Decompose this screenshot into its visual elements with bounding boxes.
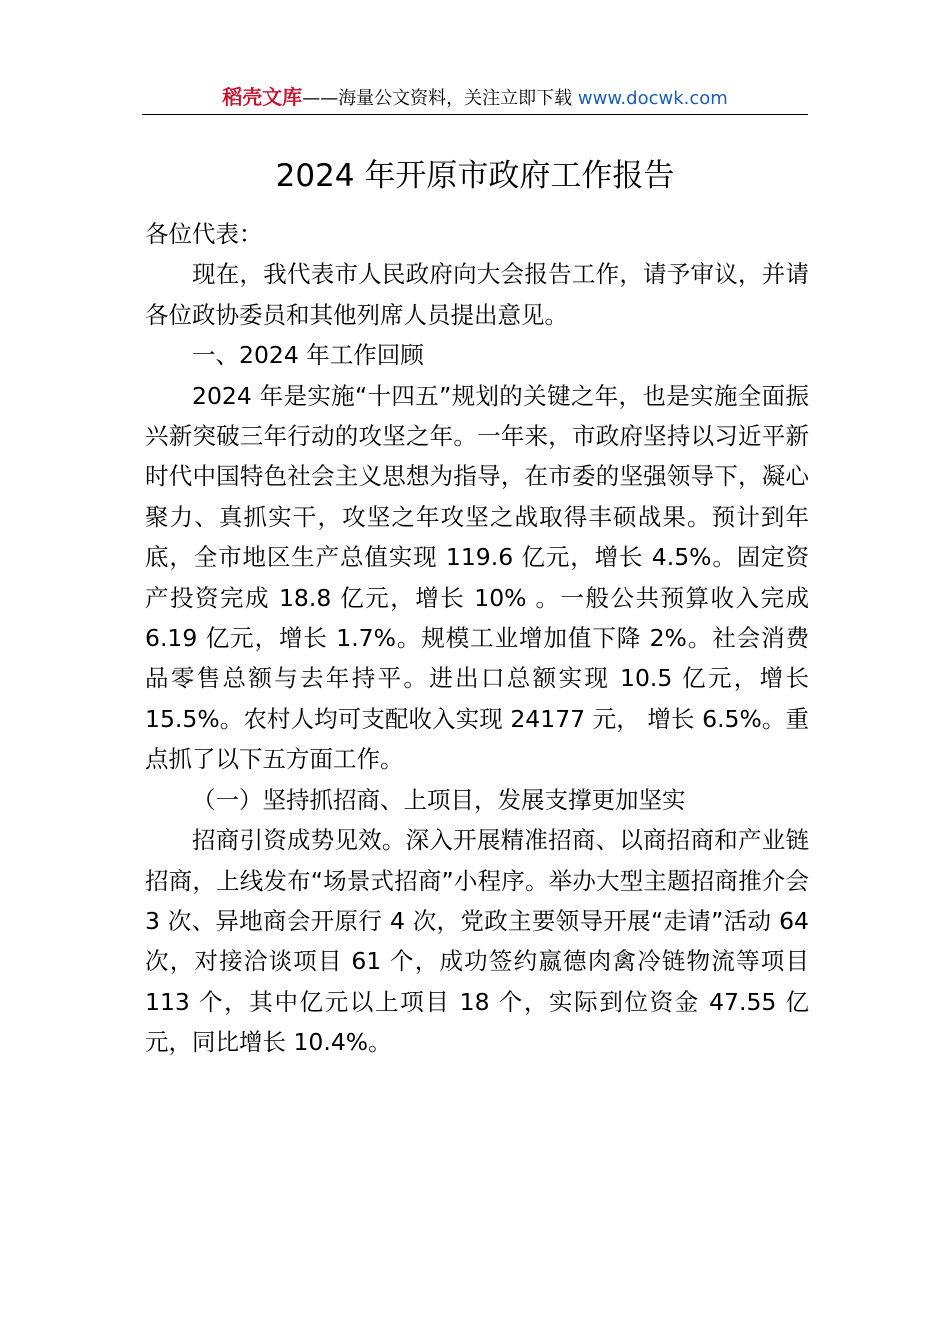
header-tagline: ——海量公文资料，关注立即下载 xyxy=(302,88,573,109)
subsection-heading: （一）坚持抓招商、上项目，发展支撑更加坚实 xyxy=(192,785,686,814)
page-header xyxy=(142,84,808,112)
header-divider xyxy=(142,114,808,115)
section-heading: 一、2024 年工作回顾 xyxy=(192,341,424,370)
subsection-paragraph: 招商引资成势见效。深入开展精准招商、以商招商和产业链招商，上线发布“场景式招商”小程序。举办大型主题招商推介会 3 次、异地商会开原行 4 次，党政主要领导开展“走请”活动 64 次，对接洽谈项目 61 个，成功签约嬴德肉禽冷链物流等项目 113 个，其中亿元以上项目 18 个，实际到位资金 47.55 亿元，同比增长 10.4%。 xyxy=(145,826,809,1057)
salutation: 各位代表： xyxy=(145,220,263,248)
brand-logo-text: 稻壳文库 xyxy=(222,85,303,109)
document-body xyxy=(145,214,809,1063)
site-link[interactable]: www.docwk.com xyxy=(577,88,728,109)
intro-paragraph: 现在，我代表市人民政府向大会报告工作，请予审议，并请各位政协委员和其他列席人员提出意见。 xyxy=(145,260,809,329)
document-title: 2024 年开原市政府工作报告 xyxy=(275,158,675,194)
section-paragraph: 2024 年是实施“十四五”规划的关键之年，也是实施全面振兴新突破三年行动的攻坚之年。一年来，市政府坚持以习近平新时代中国特色社会主义思想为指导，在市委的坚强领导下，凝心聚力、真抓实干，攻坚之年攻坚之战取得丰硕战果。预计到年底，全市地区生产总值实现 119.6 亿元，增长 4.5%。固定资产投资完成 18.8 亿元，增长 10% 。一般公共预算收入完成 6.19 亿元，增长 1.7%。规模工业增加值下降 2%。社会消费品零售总额与去年持平。进出口总额实现 10.5 亿元，增长 15.5%。农村人均可支配收入实现 24177 元， 增长 6.5%。重点抓了以下五方面工作。 xyxy=(145,381,809,774)
